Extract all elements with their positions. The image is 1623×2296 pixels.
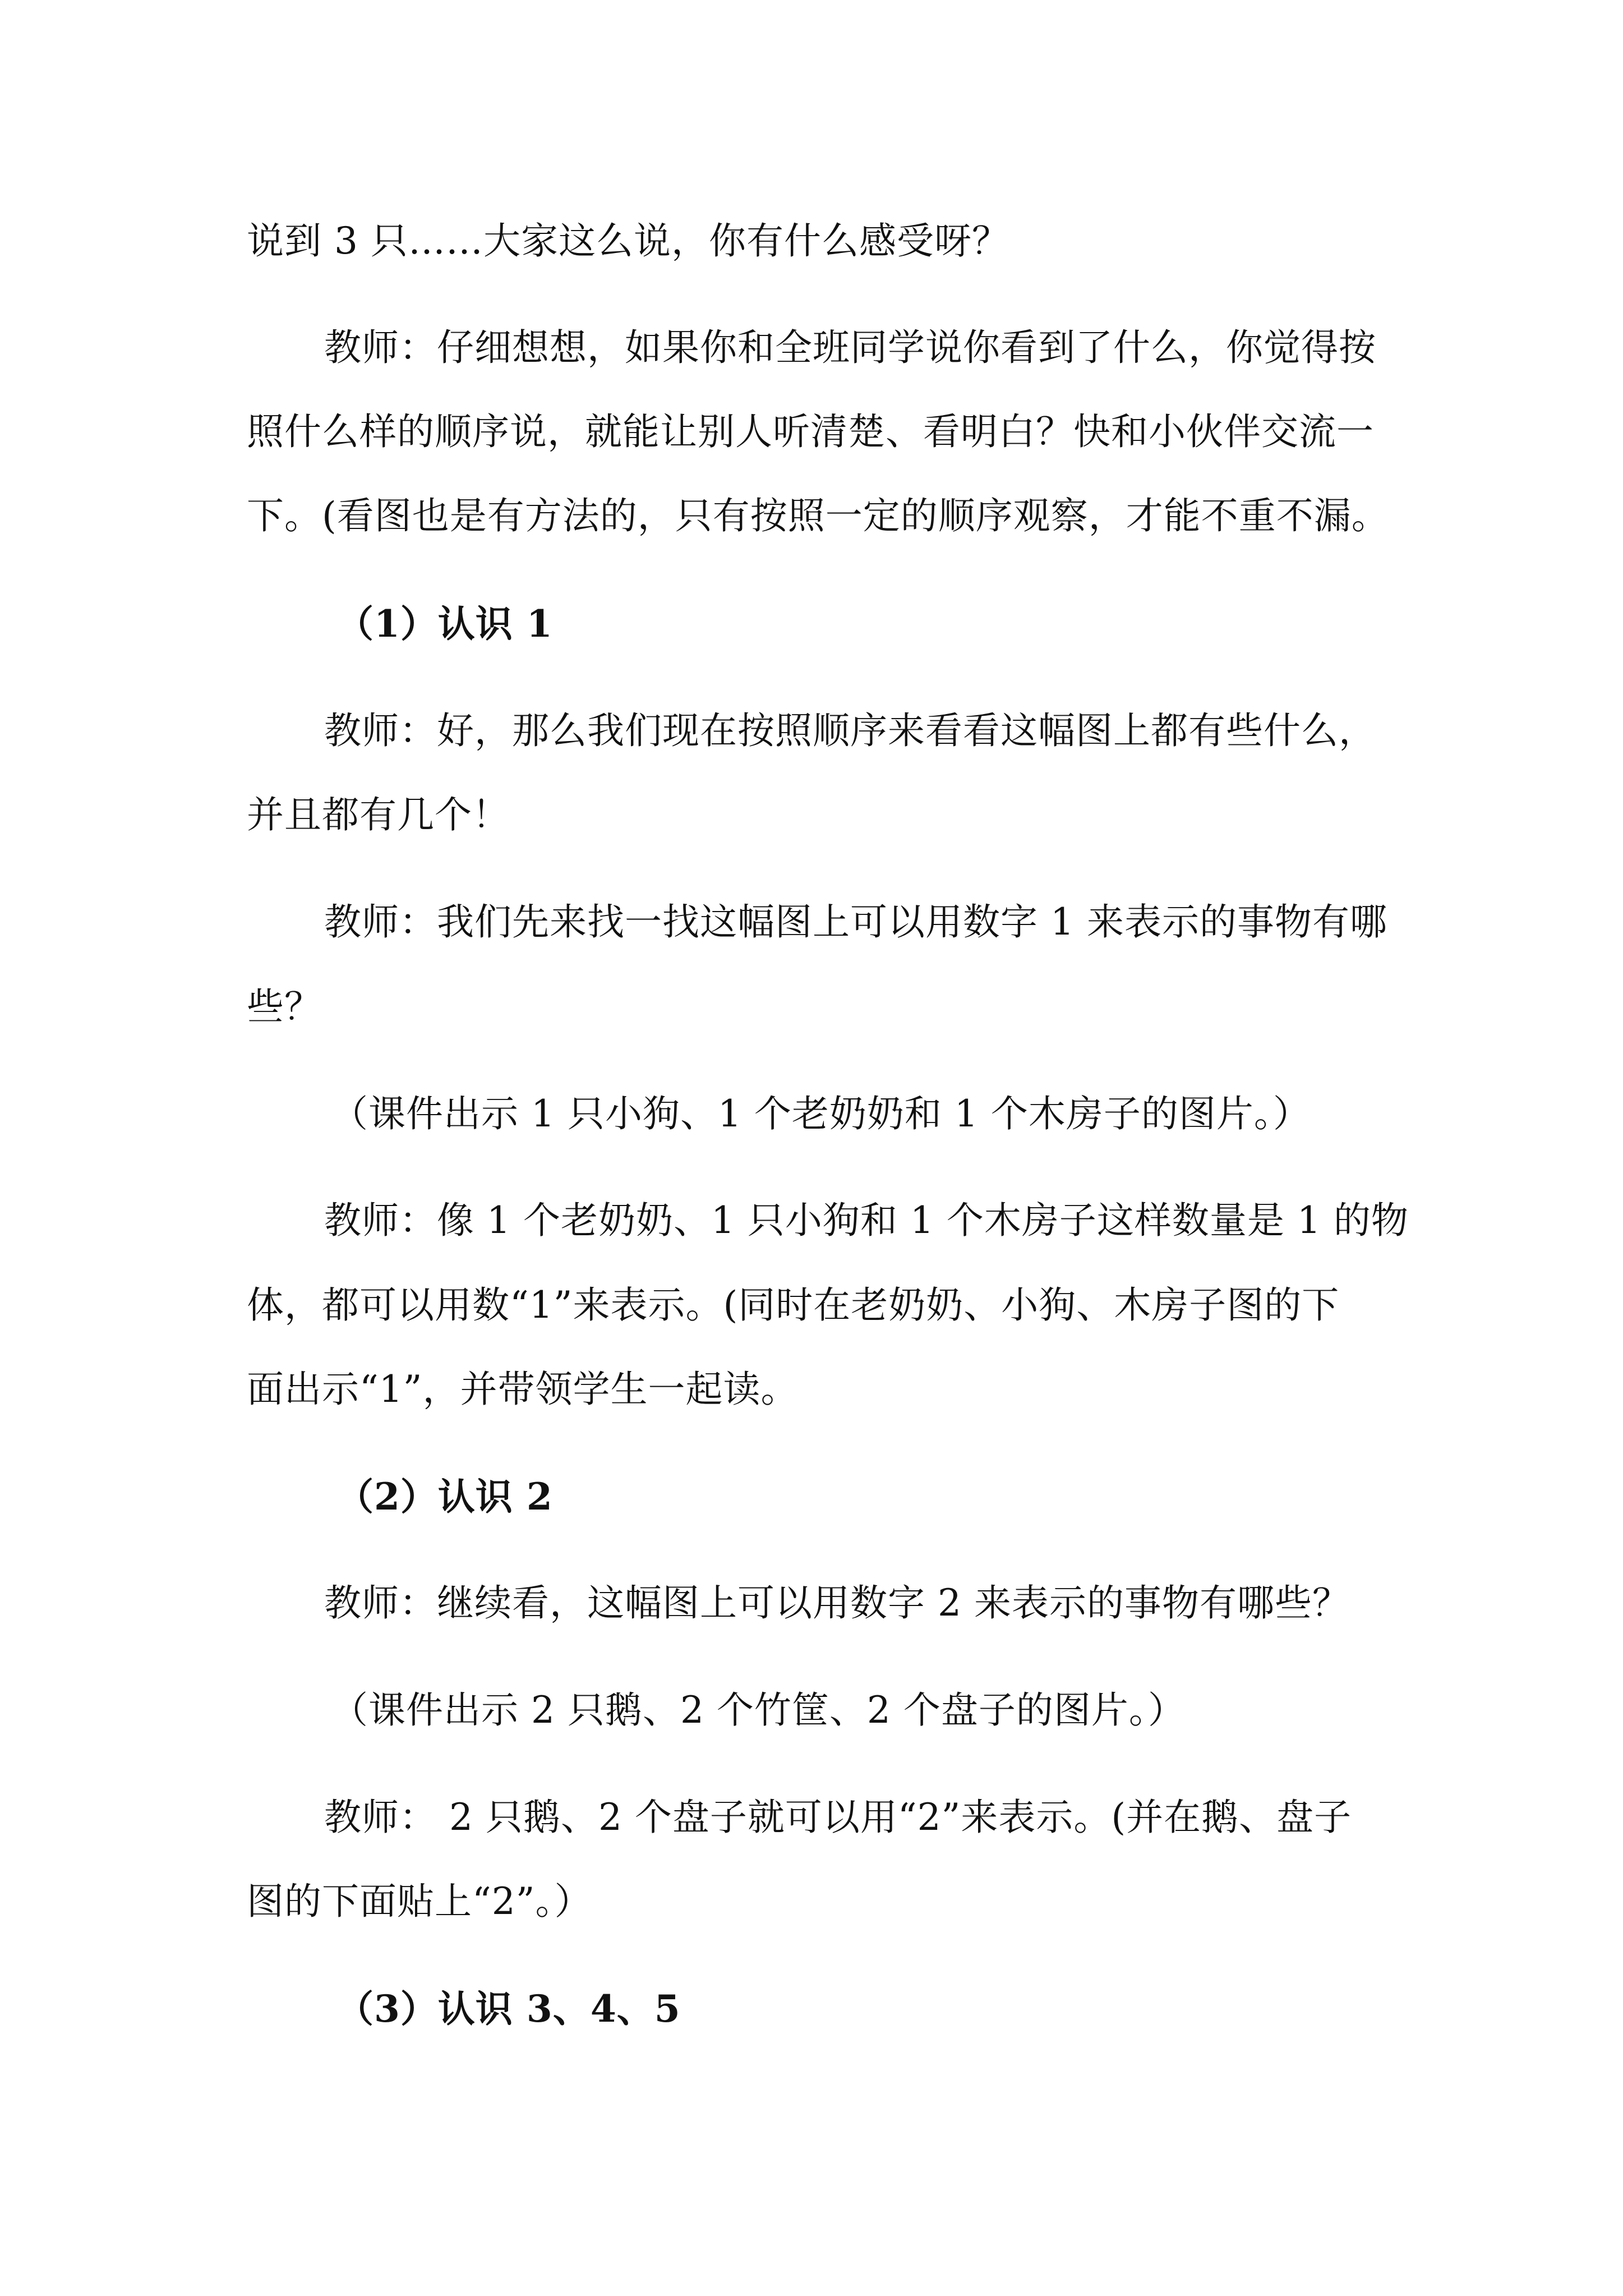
paragraph-line: 照什么样的顺序说，就能让别人听清楚、看明白？快和小伙伴交流一 xyxy=(247,410,1374,453)
section-heading: （3）认识 3、4、5 xyxy=(336,1987,681,2031)
paragraph-line: 教师：好，那么我们现在按照顺序来看看这幅图上都有些什么， xyxy=(324,709,1376,752)
paragraph-line: 教师： 2 只鹅、2 个盘子就可以用“2”来表示。(并在鹅、盘子 xyxy=(324,1796,1352,1839)
section-heading: （1）认识 1 xyxy=(336,602,553,646)
paragraph-line: 教师：我们先来找一找这幅图上可以用数字 1 来表示的事物有哪 xyxy=(324,900,1387,944)
paragraph-line: 面出示“1”，并带领学生一起读。 xyxy=(247,1368,799,1411)
paragraph-line: 些？ xyxy=(247,985,322,1028)
paragraph-line: 教师：仔细想想，如果你和全班同学说你看到了什么，你觉得按 xyxy=(324,326,1376,369)
paragraph-line: 体，都可以用数“1”来表示。(同时在老奶奶、小狗、木房子图的下 xyxy=(247,1283,1340,1327)
section-heading: （2）认识 2 xyxy=(336,1475,553,1519)
paragraph-line: 教师：像 1 个老奶奶、1 只小狗和 1 个木房子这样数量是 1 的物 xyxy=(324,1199,1409,1242)
paragraph-line: （课件出示 1 只小狗、1 个老奶奶和 1 个木房子的图片。） xyxy=(331,1092,1311,1135)
paragraph-line: 教师：继续看，这幅图上可以用数字 2 来表示的事物有哪些？ xyxy=(324,1581,1350,1625)
paragraph-line: 图的下面贴上“2”。） xyxy=(247,1880,592,1923)
paragraph-line: （课件出示 2 只鹅、2 个竹筐、2 个盘子的图片。） xyxy=(331,1688,1186,1732)
paragraph-line: 并且都有几个！ xyxy=(247,793,510,836)
paragraph-line: 下。(看图也是有方法的，只有按照一定的顺序观察，才能不重不漏。 xyxy=(247,494,1389,537)
paragraph-line: 说到 3 只……大家这么说，你有什么感受呀？ xyxy=(247,219,1009,263)
